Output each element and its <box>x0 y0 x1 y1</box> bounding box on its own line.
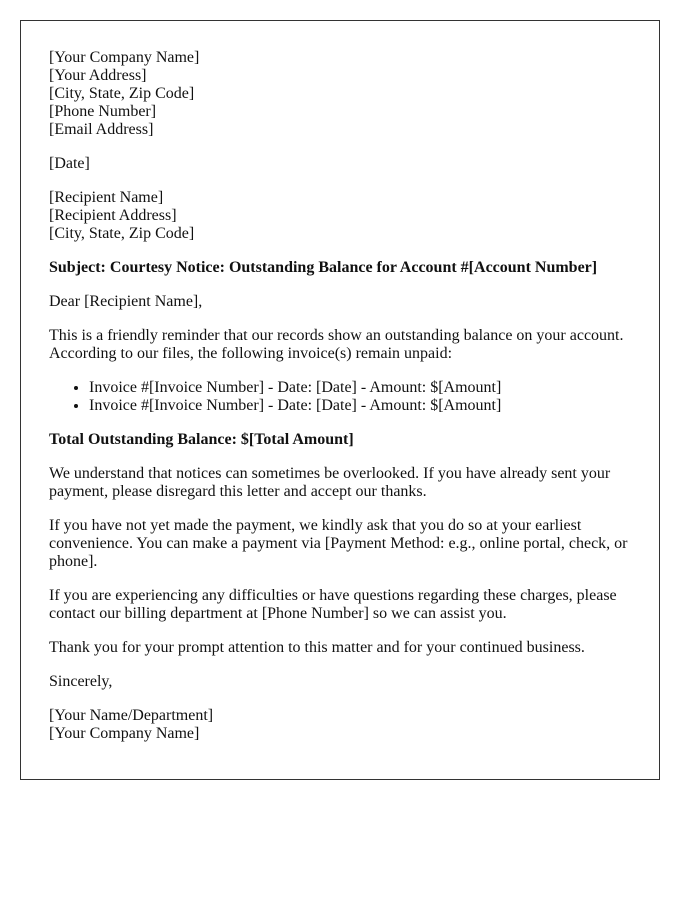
payment-request-paragraph: If you have not yet made the payment, we kindly ask that you do so at your earliest convenience. You can make a payment via [Payment Method: e.g., online portal, check, or phone]. <box>49 517 628 570</box>
signature-company: [Your Company Name] <box>49 725 200 742</box>
sender-address-block <box>49 49 631 139</box>
recipient-address-block <box>49 189 631 243</box>
invoice-list <box>49 379 631 415</box>
salutation: Dear [Recipient Name], <box>49 293 203 310</box>
recipient-address: [Recipient Address] <box>49 207 177 224</box>
contact-paragraph: If you are experiencing any difficulties or have questions regarding these charges, please contact our billing department at [Phone Number] so we can assist you. <box>49 587 617 622</box>
invoice-item: • Invoice #[Invoice Number] - Date: [Date] - Amount: $[Amount] <box>89 397 631 415</box>
closing: Sincerely, <box>49 673 113 690</box>
signature-name: [Your Name/Department] <box>49 707 214 724</box>
letter-page <box>20 20 660 780</box>
recipient-city-state-zip: [City, State, Zip Code] <box>49 225 195 242</box>
invoice-item: • Invoice #[Invoice Number] - Date: [Date] - Amount: $[Amount] <box>89 379 631 397</box>
letter-date: [Date] <box>49 155 90 172</box>
thanks-paragraph: Thank you for your prompt attention to this matter and for your continued business. <box>49 639 585 656</box>
sender-city-state-zip: [City, State, Zip Code] <box>49 85 195 102</box>
sender-phone: [Phone Number] <box>49 103 157 120</box>
signature-block <box>49 707 631 743</box>
recipient-name: [Recipient Name] <box>49 189 164 206</box>
sender-address: [Your Address] <box>49 67 147 84</box>
intro-paragraph: This is a friendly reminder that our records show an outstanding balance on your account. According to our files, the following invoice(s) remain unpaid: <box>49 327 624 362</box>
total-balance: Total Outstanding Balance: $[Total Amount] <box>49 431 354 448</box>
subject-line: Subject: Courtesy Notice: Outstanding Balance for Account #[Account Number] <box>49 259 598 276</box>
sender-email: [Email Address] <box>49 121 154 138</box>
overlooked-paragraph: We understand that notices can sometimes be overlooked. If you have already sent your payment, please disregard this letter and accept our thanks. <box>49 465 611 500</box>
sender-company: [Your Company Name] <box>49 49 200 66</box>
